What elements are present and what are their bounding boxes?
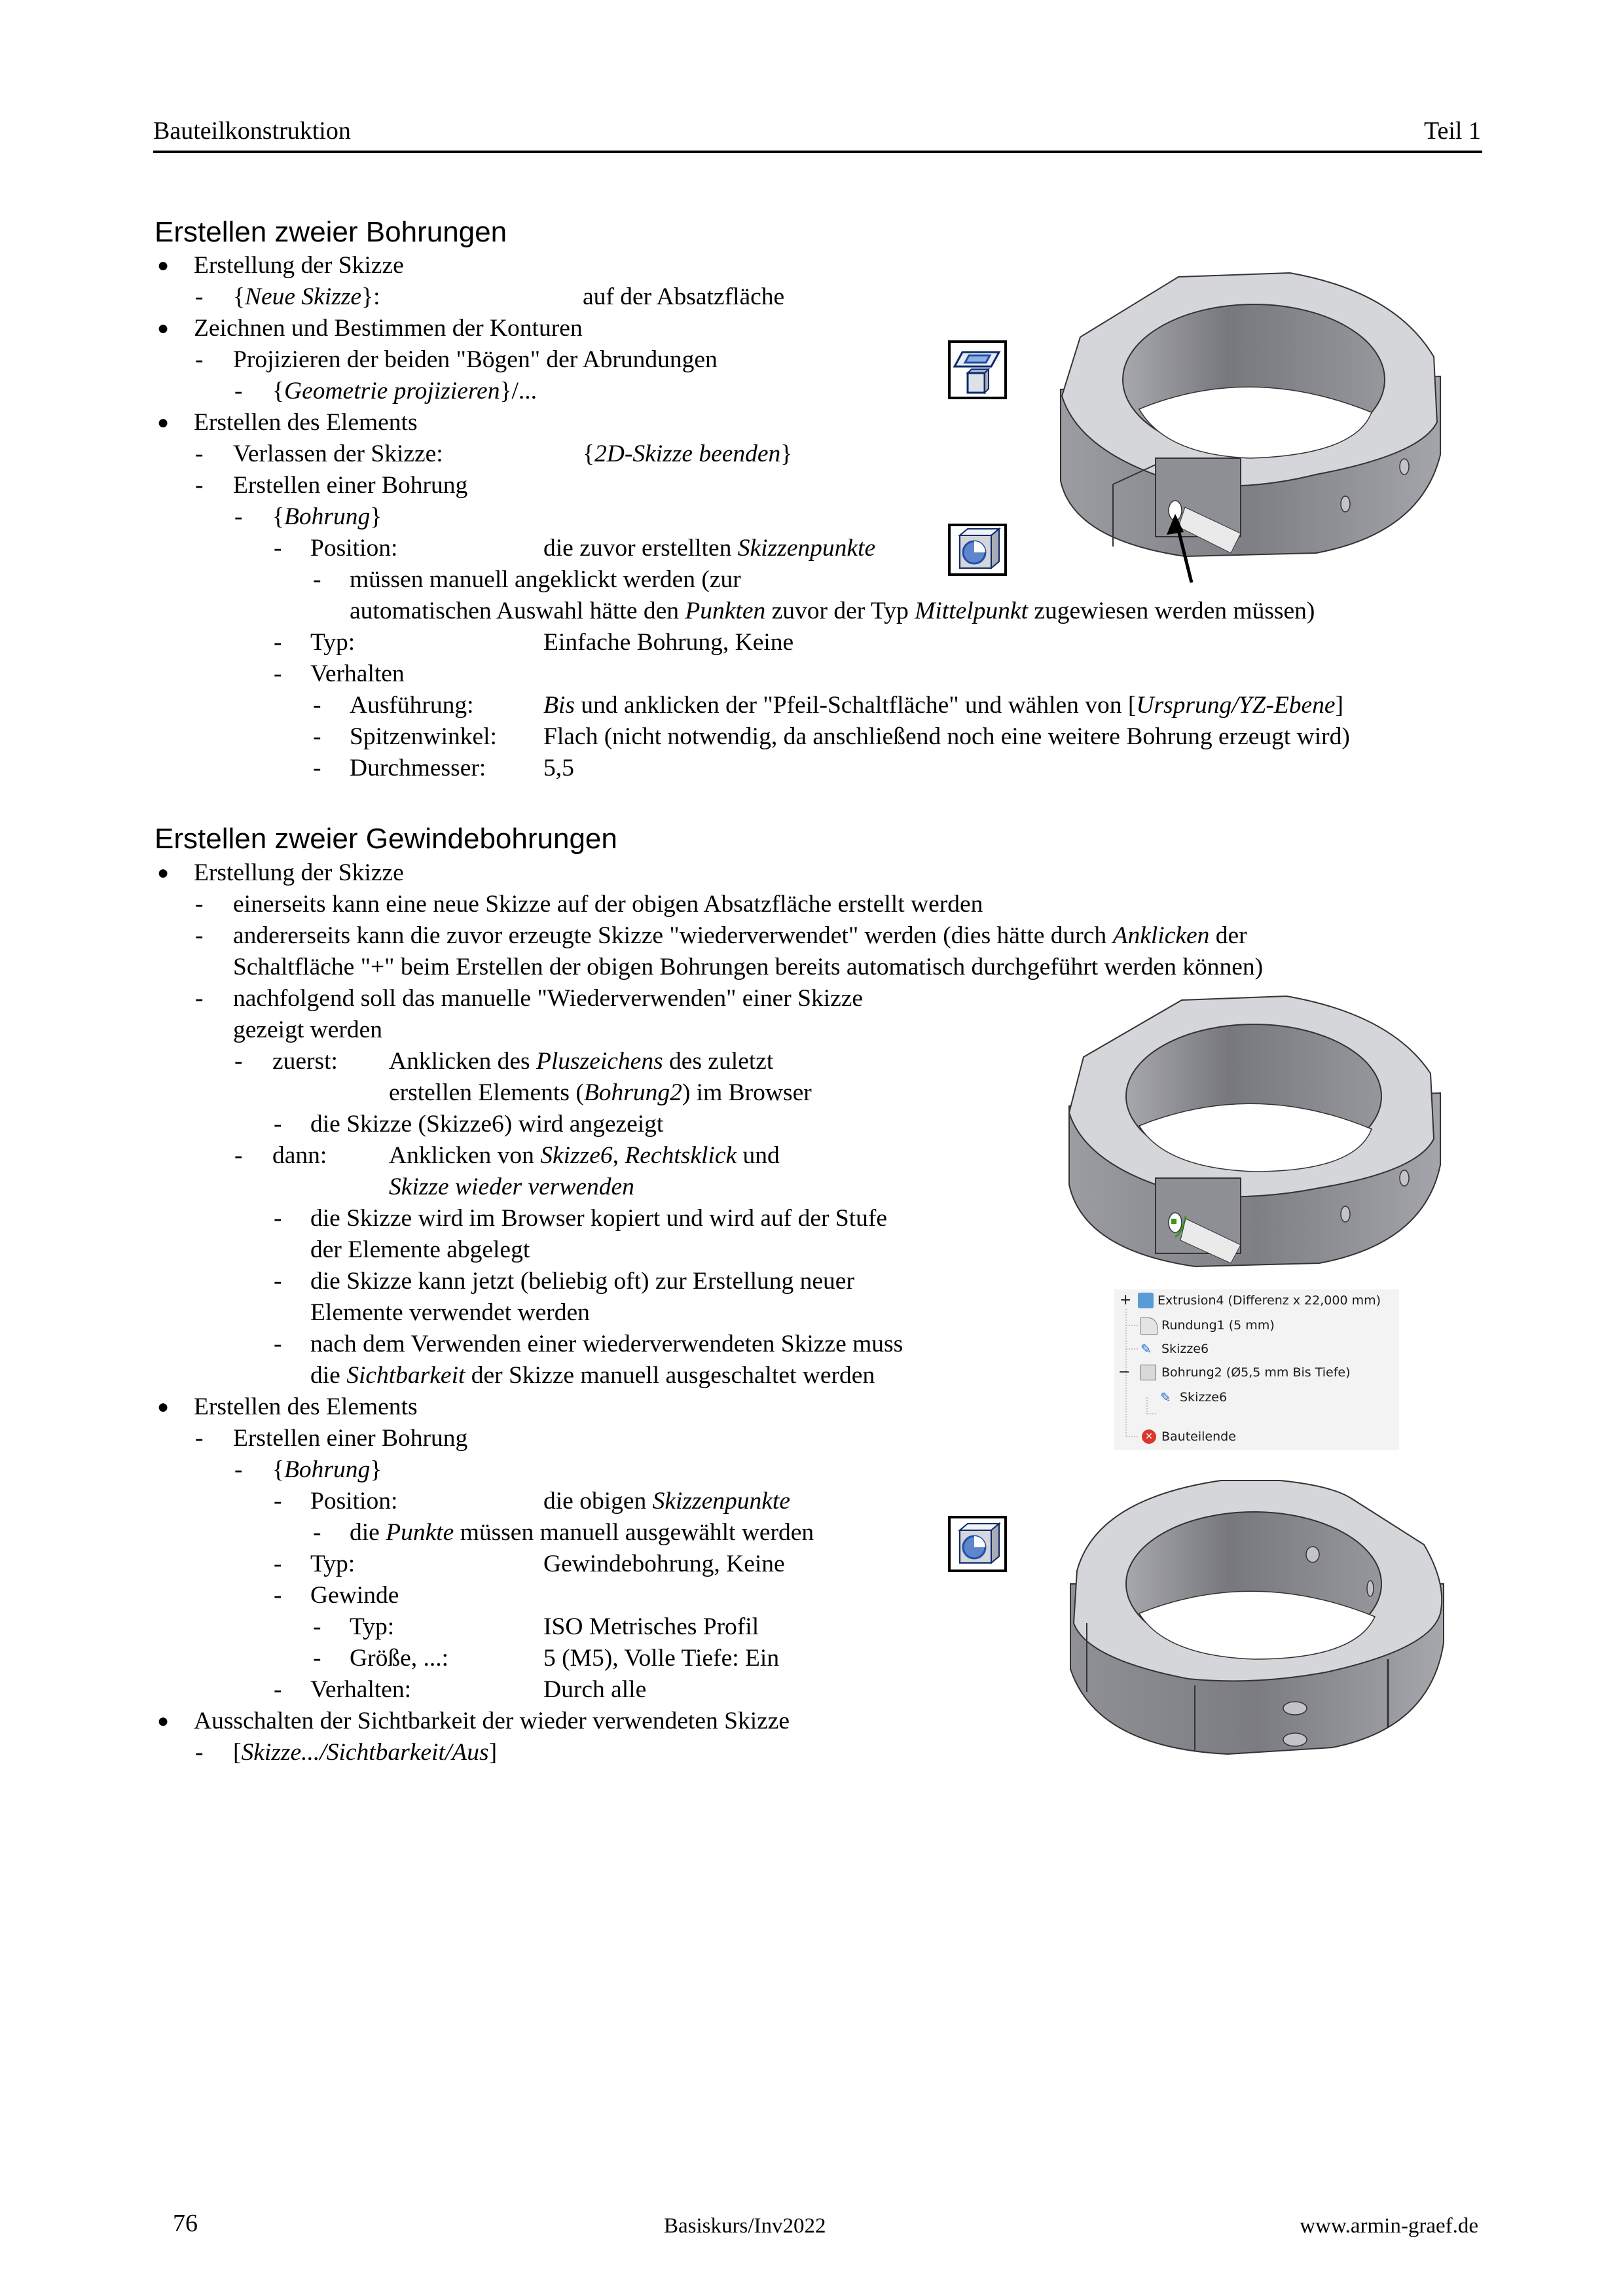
page-footer [153,2209,1482,2242]
value-groesse: 5 (M5), Volle Tiefe: Ein [543,1645,780,1672]
footer-website: www.armin-graef.de [1300,2214,1478,2238]
dash: - [274,1331,282,1357]
value-gewinde-typ: ISO Metrisches Profil [543,1613,759,1640]
value-position: die zuvor erstellten Skizzenpunkte [543,535,876,562]
bullet: ● [157,317,170,339]
item-bohrung-command: {Bohrung} [272,503,382,530]
value-ausfuehrung: Bis und anklicken der "Pfeil-Schaltfläche" und wählen von [Ursprung/YZ-Ebene] [543,692,1344,719]
model-browser-tree [1114,1289,1399,1450]
page-number: 76 [173,2210,198,2237]
end-of-part-icon: ✕ [1142,1429,1156,1444]
note-position-line1: müssen manuell angeklickt werden (zur [350,566,741,593]
value-dann-line1: Anklicken von Skizze6, Rechtsklick und [389,1142,780,1169]
extrusion-icon [1138,1293,1154,1308]
section-title-gewindebohrungen: Erstellen zweier Gewindebohrungen [155,823,617,855]
item-verlassen-label: Verlassen der Skizze: [233,440,443,467]
dash: - [195,283,204,310]
footer-course: Basiskurs/Inv2022 [664,2214,826,2238]
dash: - [274,1582,282,1609]
header-part: Teil 1 [1423,117,1481,145]
item-erstellen-bohrung-2: Erstellen einer Bohrung [233,1425,468,1452]
dash: - [195,891,204,918]
item-erstellen-bohrung: Erstellen einer Bohrung [233,472,468,499]
bullet: ● [157,255,170,276]
item-erstellen-elements-2: Erstellen des Elements [194,1393,418,1420]
note-punkte: die Punkte müssen manuell ausgewählt werden [350,1519,814,1546]
item-skizze-sichtbarkeit-aus: [Skizze.../Sichtbarkeit/Aus] [233,1739,498,1766]
tree-item-skizze6-child[interactable] [1114,1386,1399,1408]
item-bohrung-command-2: {Bohrung} [272,1456,382,1483]
item-andererseits-line2: Schaltfläche "+" beim Erstellen der obigen Bohrungen bereits automatisch durchgeführt werden können) [233,954,1264,980]
item-andererseits-line1: andererseits kann die zuvor erzeugte Skizze "wiederverwendet" werden (dies hätte durch Anklicken der [233,922,1247,949]
expand-icon[interactable]: + [1120,1292,1132,1308]
sketch-icon: ✎ [1140,1341,1152,1357]
value-position-2: die obigen Skizzenpunkte [543,1488,790,1515]
value-spitzenwinkel: Flach (nicht notwendig, da anschließend noch eine weitere Bohrung erzeugt wird) [543,723,1350,750]
item-zeichnen: Zeichnen und Bestimmen der Konturen [194,315,583,342]
dash: - [195,346,204,373]
item-neue-skizze: {Neue Skizze}: [233,283,380,310]
tree-item-label: Skizze6 [1180,1390,1228,1405]
dash: - [274,1676,282,1703]
label-ausfuehrung: Ausführung: [350,692,474,719]
dash: - [274,1551,282,1577]
label-typ-2: Typ: [310,1551,356,1577]
dash: - [274,1268,282,1295]
item-ausschalten-sichtbarkeit: Ausschalten der Sichtbarkeit der wieder verwendeten Skizze [194,1708,790,1734]
item-skizze6-angezeigt: die Skizze (Skizze6) wird angezeigt [310,1111,664,1138]
dash: - [274,1205,282,1232]
part-render-gewindebohrung [1057,1473,1457,1761]
item-beliebig-line1: die Skizze kann jetzt (beliebig oft) zur Erstellung neuer [310,1268,854,1295]
item-erstellung-skizze: Erstellung der Skizze [194,252,404,279]
label-typ: Typ: [310,629,356,656]
section-title-bohrungen: Erstellen zweier Bohrungen [155,216,507,248]
value-verhalten-2: Durch alle [543,1676,647,1703]
part-render-skizze [1057,988,1457,1276]
item-projizieren: Projizieren der beiden "Bögen" der Abrundungen [233,346,718,373]
dash: - [195,922,204,949]
tree-item-bohrung2[interactable] [1114,1361,1399,1384]
dash: - [195,1425,204,1452]
tree-item-label: Bohrung2 (Ø5,5 mm Bis Tiefe) [1161,1365,1351,1380]
dash: - [195,985,204,1012]
value-zuerst-line1: Anklicken des Pluszeichens des zuletzt [389,1048,774,1075]
dash: - [313,755,321,781]
item-kopiert-line2: der Elemente abgelegt [310,1236,530,1263]
dash: - [195,440,204,467]
dash: - [313,723,321,750]
bullet: ● [157,1710,170,1732]
part-render-bohrung [1054,265,1460,592]
item-erstellung-skizze-2: Erstellung der Skizze [194,859,404,886]
dash: - [313,1519,321,1546]
tree-item-extrusion4[interactable] [1114,1289,1399,1312]
item-beliebig-line2: Elemente verwendet werden [310,1299,590,1326]
tree-item-label: Skizze6 [1161,1342,1209,1356]
bullet: ● [157,862,170,884]
tree-item-label: Bauteilende [1161,1429,1236,1444]
dash: - [234,1456,243,1483]
tree-item-label: Rundung1 (5 mm) [1161,1318,1275,1333]
item-geometrie-projizieren: {Geometrie projizieren}/... [272,378,537,404]
value-typ-2: Gewindebohrung, Keine [543,1551,785,1577]
dash: - [195,1739,204,1766]
dash: - [313,566,321,593]
label-verhalten: Verhalten [310,660,405,687]
note-position-line2: automatischen Auswahl hätte den Punkten zuvor der Typ Mittelpunkt zugewiesen werden müssen) [350,598,1315,624]
collapse-icon[interactable]: − [1118,1364,1131,1380]
dash: - [274,629,282,656]
item-kopiert-line1: die Skizze wird im Browser kopiert und wird auf der Stufe [310,1205,888,1232]
value-absatzflaeche: auf der Absatzfläche [583,283,785,310]
label-groesse: Größe, ...: [350,1645,449,1672]
value-typ: Einfache Bohrung, Keine [543,629,794,656]
item-2d-skizze-beenden: {2D-Skizze beenden} [583,440,793,467]
tree-item-skizze6[interactable] [1114,1338,1399,1360]
dash: - [234,503,243,530]
label-dann: dann: [272,1142,327,1169]
label-position-2: Position: [310,1488,398,1515]
label-durchmesser: Durchmesser: [350,755,486,781]
tree-item-bauteilende[interactable] [1114,1426,1399,1448]
bullet: ● [157,412,170,433]
value-durchmesser: 5,5 [543,755,574,781]
dash: - [274,535,282,562]
value-zuerst-line2: erstellen Elements (Bohrung2) im Browser [389,1079,812,1106]
dash: - [234,1142,243,1169]
dash: - [313,1645,321,1672]
dash: - [274,1488,282,1515]
header-chapter: Bauteilkonstruktion [153,117,351,145]
label-zuerst: zuerst: [272,1048,338,1075]
dash: - [195,472,204,499]
dash: - [313,692,321,719]
dash: - [274,1111,282,1138]
item-erstellen-elements: Erstellen des Elements [194,409,418,436]
hole-feature-icon [1140,1365,1156,1380]
dash: - [234,1048,243,1075]
label-verhalten-2: Verhalten: [310,1676,412,1703]
dash: - [274,660,282,687]
hole-icon [948,524,1007,576]
hole-icon [948,1516,1007,1572]
item-nachfolgend-line1: nachfolgend soll das manuelle "Wiederverwenden" einer Skizze [233,985,864,1012]
item-sichtbarkeit-line2: die Sichtbarkeit der Skizze manuell ausgeschaltet werden [310,1362,875,1389]
item-nachfolgend-line2: gezeigt werden [233,1016,383,1043]
label-gewinde: Gewinde [310,1582,399,1609]
item-sichtbarkeit-line1: nach dem Verwenden einer wiederverwendeten Skizze muss [310,1331,903,1357]
label-spitzenwinkel: Spitzenwinkel: [350,723,497,750]
project-geometry-icon [948,340,1007,399]
bullet: ● [157,1396,170,1418]
tree-item-label: Extrusion4 (Differenz x 22,000 mm) [1158,1293,1381,1308]
item-einerseits: einerseits kann eine neue Skizze auf der obigen Absatzfläche erstellt werden [233,891,983,918]
label-position: Position: [310,535,398,562]
fillet-icon [1140,1318,1158,1335]
dash: - [234,378,243,404]
sketch-icon: ✎ [1160,1390,1171,1405]
dash: - [313,1613,321,1640]
page-header [153,113,1482,153]
label-gewinde-typ: Typ: [350,1613,395,1640]
tree-item-rundung1[interactable] [1114,1314,1399,1336]
value-dann-line2: Skizze wieder verwenden [389,1174,634,1200]
